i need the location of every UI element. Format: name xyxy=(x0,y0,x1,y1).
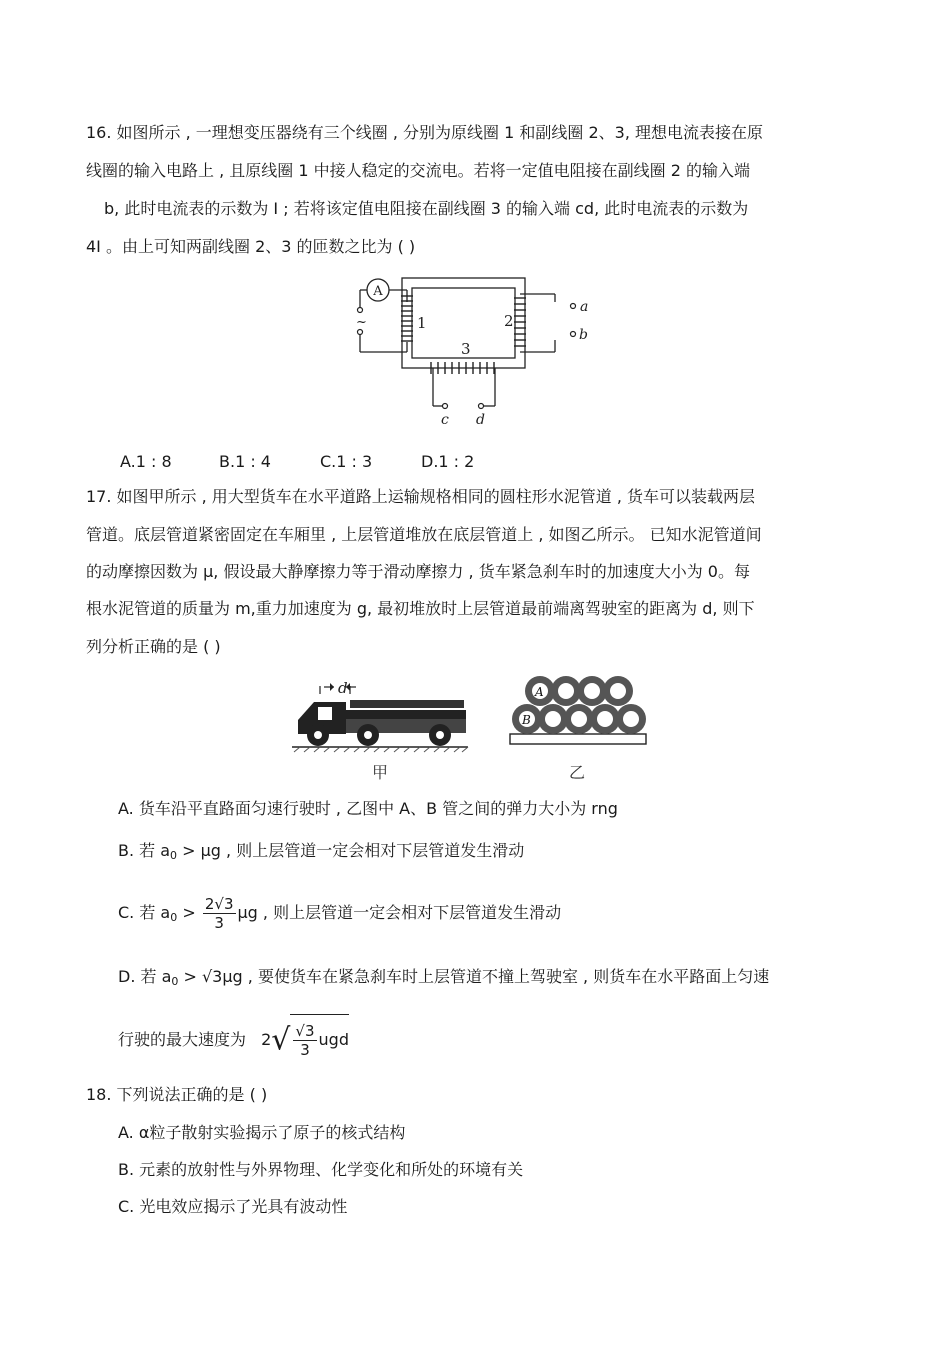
terminal-a xyxy=(571,304,576,309)
q17-option-c-gt: > xyxy=(177,903,196,922)
radical-sign-icon: √ xyxy=(271,1022,291,1058)
q17-option-d-line2-prefix: 行驶的最大速度为 xyxy=(118,1030,247,1049)
terminal-c xyxy=(443,404,448,409)
coil-1-label: 1 xyxy=(417,314,427,332)
q16-option-c: C.1 : 3 xyxy=(320,452,373,471)
figure-jia-label: 甲 xyxy=(372,763,389,782)
q17-option-c-prefix: C. 若 a xyxy=(118,903,171,922)
q17-option-c-fraction xyxy=(203,895,236,932)
terminal-d-label: d xyxy=(476,412,485,428)
q17-option-b xyxy=(118,840,524,867)
distance-d-label: d xyxy=(338,679,348,697)
ammeter-label: A xyxy=(373,284,383,299)
q16-option-b: B.1 : 4 xyxy=(219,452,271,471)
q16-line-4: 4I 。由上可知两副线圈 2、3 的匝数之比为 ( ) xyxy=(86,237,416,256)
q17-option-d-coef: 2 xyxy=(261,1030,272,1049)
q17-option-d-tail: ugd xyxy=(318,1030,349,1049)
coil-3-label: 3 xyxy=(461,340,471,358)
q17-option-c-numerator: 2√3 xyxy=(204,895,234,913)
coil-1 xyxy=(401,296,413,341)
terminal-b-label: b xyxy=(579,327,588,343)
q17-option-b-rest: > μg , 则上层管道一定会相对下层管道发生滑动 xyxy=(177,841,525,860)
terminal-a-label: a xyxy=(580,299,589,315)
q16-line-2: 线圈的输入电路上 , 且原线圈 1 中接人稳定的交流电。若将一定值电阻接在副线圈 2 的输入端 xyxy=(86,161,750,180)
terminal-b xyxy=(571,332,576,337)
q17-option-d-sub: 0 xyxy=(171,975,179,988)
q17-option-d-fraction xyxy=(293,1022,316,1059)
q17-option-d-numerator: √3 xyxy=(295,1022,315,1040)
q17-option-c-sub: 0 xyxy=(170,911,178,924)
q17-option-a: A. 货车沿平直路面匀速行驶时 , 乙图中 A、B 管之间的弹力大小为 rng xyxy=(118,799,618,818)
pipes-figure xyxy=(504,664,654,784)
q17-line-4: 根水泥管道的质量为 m,重力加速度为 g, 最初堆放时上层管道最前端离驾驶室的距离为 d, 则下 xyxy=(86,599,755,618)
upper-pipe xyxy=(350,700,464,708)
q18-option-b: B. 元素的放射性与外界物理、化学变化和所处的环境有关 xyxy=(118,1160,524,1179)
q17-option-b-sub: 0 xyxy=(170,849,178,862)
q16-line-1: 16. 如图所示 , 一理想变压器绕有三个线圈 , 分别为原线圈 1 和副线圈 2、3, 理想电流表接在原 xyxy=(86,123,764,142)
coil-2-label: 2 xyxy=(504,312,514,330)
q18-option-c: C. 光电效应揭示了光具有波动性 xyxy=(118,1197,348,1216)
q17-option-b-prefix: B. 若 a xyxy=(118,841,171,860)
coil-2 xyxy=(514,298,526,346)
q18-option-a: A. α粒子散射实验揭示了原子的核式结构 xyxy=(118,1123,406,1142)
q17-option-d-radicand xyxy=(290,1014,349,1065)
q17-option-d-denominator: 3 xyxy=(300,1041,310,1059)
ac-source-symbol: ~ xyxy=(356,315,367,330)
q17-option-d-rest: > √3μg , 要使货车在紧急刹车时上层管道不撞上驾驶室 , 则货车在水平路面上匀速 xyxy=(178,967,770,986)
q16-option-d: D.1 : 2 xyxy=(421,452,475,471)
figure-yi-label: 乙 xyxy=(569,763,586,782)
dimension-arrow-right-icon xyxy=(330,683,334,691)
q17-line-3: 的动摩擦因数为 μ, 假设最大静摩擦力等于滑动摩擦力 , 货车紧急刹车时的加速度大小为 0。每 xyxy=(86,562,750,581)
truck-figure xyxy=(290,672,470,784)
q18-title: 18. 下列说法正确的是 ( ) xyxy=(86,1085,268,1104)
truck-bed xyxy=(346,710,466,719)
pipe-a-label: A xyxy=(535,685,544,699)
q17-option-d xyxy=(118,966,769,993)
q17-option-c-rest: μg , 则上层管道一定会相对下层管道发生滑动 xyxy=(237,903,562,922)
q17-option-c xyxy=(118,892,561,939)
bottom-layer-pipes xyxy=(512,704,646,734)
transformer-figure xyxy=(345,272,605,432)
ac-terminal-bottom xyxy=(358,330,363,335)
ac-terminal-top xyxy=(358,308,363,313)
q17-option-d-prefix: D. 若 a xyxy=(118,967,172,986)
cab-window xyxy=(318,707,332,720)
q16-line-3: b, 此时电流表的示数为 I ; 若将该定值电阻接在副线圈 3 的输入端 cd, 此时电流表的示数为 xyxy=(104,199,749,218)
q17-line-2: 管道。底层管道紧密固定在车厢里 , 上层管道堆放在底层管道上 , 如图乙所示。 已知水泥管道间 xyxy=(86,525,762,544)
terminal-d xyxy=(479,404,484,409)
pipe-b-label: B xyxy=(522,713,531,727)
q17-option-c-denominator: 3 xyxy=(214,914,224,932)
q17-option-d-line-2 xyxy=(118,1014,349,1066)
terminal-c-label: c xyxy=(441,412,449,428)
pipe-tray xyxy=(510,734,646,744)
q17-line-1: 17. 如图甲所示 , 用大型货车在水平道路上运输规格相同的圆柱形水泥管道 , 货车可以装载两层 xyxy=(86,487,756,506)
q17-line-5: 列分析正确的是 ( ) xyxy=(86,637,221,656)
q16-option-a: A.1 : 8 xyxy=(120,452,172,471)
